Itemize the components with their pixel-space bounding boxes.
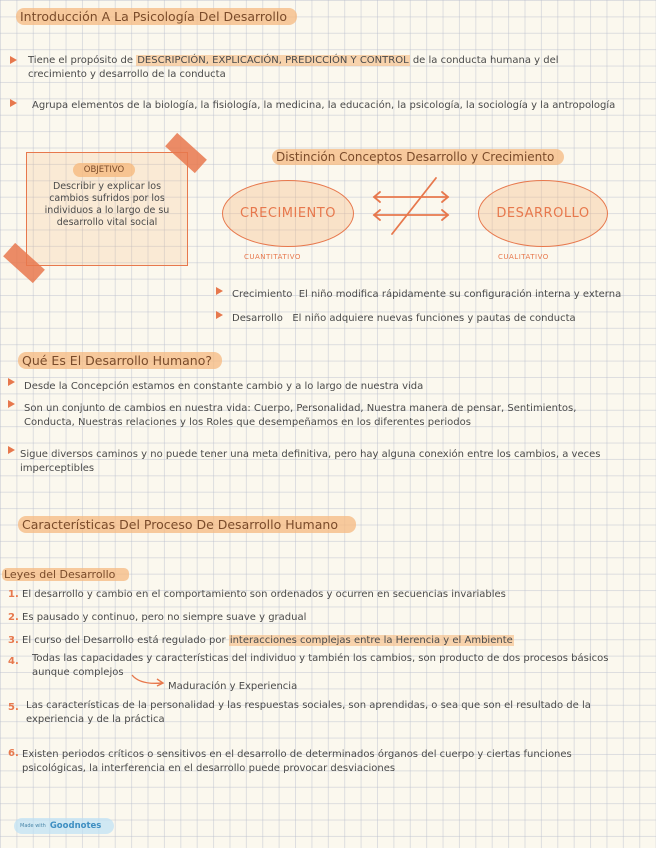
law-item-1: El desarrollo y cambio en el comportamiento son ordenados y ocurren en secuencias invariables [22,589,506,600]
characteristics-title: Características Del Proceso De Desarrollo Humano [18,514,356,533]
laws-title: Leyes del Desarrollo [2,563,129,582]
law-number: 5. [8,702,19,713]
cualitativo-label: CUALITATIVO [498,253,549,261]
law-item-5: Las características de la personalidad y las respuestas sociales, son aprendidas, o sea que son el resultado de la experiencia y de la práctica [26,700,591,725]
made-with-goodnotes-badge: Made with Goodnotes [14,818,114,834]
human-dev-item-3: Sigue diversos caminos y no puede tener una meta definitiva, pero hay alguna conexión entre los cambios, a veces imperceptibles [20,449,601,474]
intro-item-2: Agrupa elementos de la biología, la fisiología, la medicina, la educación, la psicología, la sociología y la antropología [32,100,616,111]
distinction-title: Distinción Conceptos Desarrollo y Crecimiento [272,146,564,165]
bullet-icon [216,287,223,295]
desarrollo-ellipse: DESARROLLO [478,180,608,247]
page-title: Introducción A La Psicología Del Desarrollo [16,6,297,25]
def-crecimiento: Crecimiento El niño modifica rápidamente su configuración interna y externa [232,289,622,300]
arrow-icon [130,672,166,688]
cuantitativo-label: CUANTITATIVO [244,253,301,261]
def-desarrollo: Desarrollo El niño adquiere nuevas funciones y pautas de conducta [232,313,576,324]
objective-label: OBJETIVO [73,163,135,177]
law-number: 1. [8,589,19,600]
human-dev-item-1: Desde la Concepción estamos en constante cambio y a lo largo de nuestra vida [24,381,424,392]
crecimiento-ellipse: CRECIMIENTO [222,180,354,247]
objective-text: Describir y explicar los cambios sufridos por los individuos a lo largo de su desarrollo vital social [44,181,170,228]
law-number: 6. [8,748,19,759]
law-4-extra: Maduración y Experiencia [168,681,298,692]
law-item-3: El curso del Desarrollo está regulado por interacciones complejas entre la Herencia y el Ambiente [22,635,513,646]
intro-item-1: Tiene el propósito de DESCRIPCIÓN, EXPLICACIÓN, PREDICCIÓN Y CONTROL de la conducta humana y del crecimiento y desarrollo de la conducta [28,55,559,80]
law-item-4: Todas las capacidades y características del individuo y también los cambios, son producto de dos procesos básicos aunque complejos [32,653,609,678]
law-number: 4. [8,656,19,667]
not-equal-arrows-icon [360,176,470,238]
objective-card [26,152,188,266]
human-dev-title: Qué Es El Desarrollo Humano? [18,350,222,369]
bullet-icon [8,446,15,454]
law-number: 2. [8,612,19,623]
bullet-icon [216,311,223,319]
human-dev-item-2: Son un conjunto de cambios en nuestra vida: Cuerpo, Personalidad, Nuestra manera de pensar, Sentimientos, Conducta, Nuestras relaciones y los Roles que desempeñamos en los diferentes periodos [24,403,577,428]
bullet-icon [8,378,15,386]
law-item-2: Es pausado y continuo, pero no siempre suave y gradual [22,612,307,623]
bullet-icon [8,400,15,408]
law-item-6: Existen periodos críticos o sensitivos en el desarrollo de determinados órganos del cuerpo y ciertas funciones psicológicas, la interferencia en el desarrollo puede provocar desviaciones [22,749,572,774]
bullet-icon [10,99,17,107]
bullet-icon [10,56,17,64]
law-number: 3. [8,635,19,646]
